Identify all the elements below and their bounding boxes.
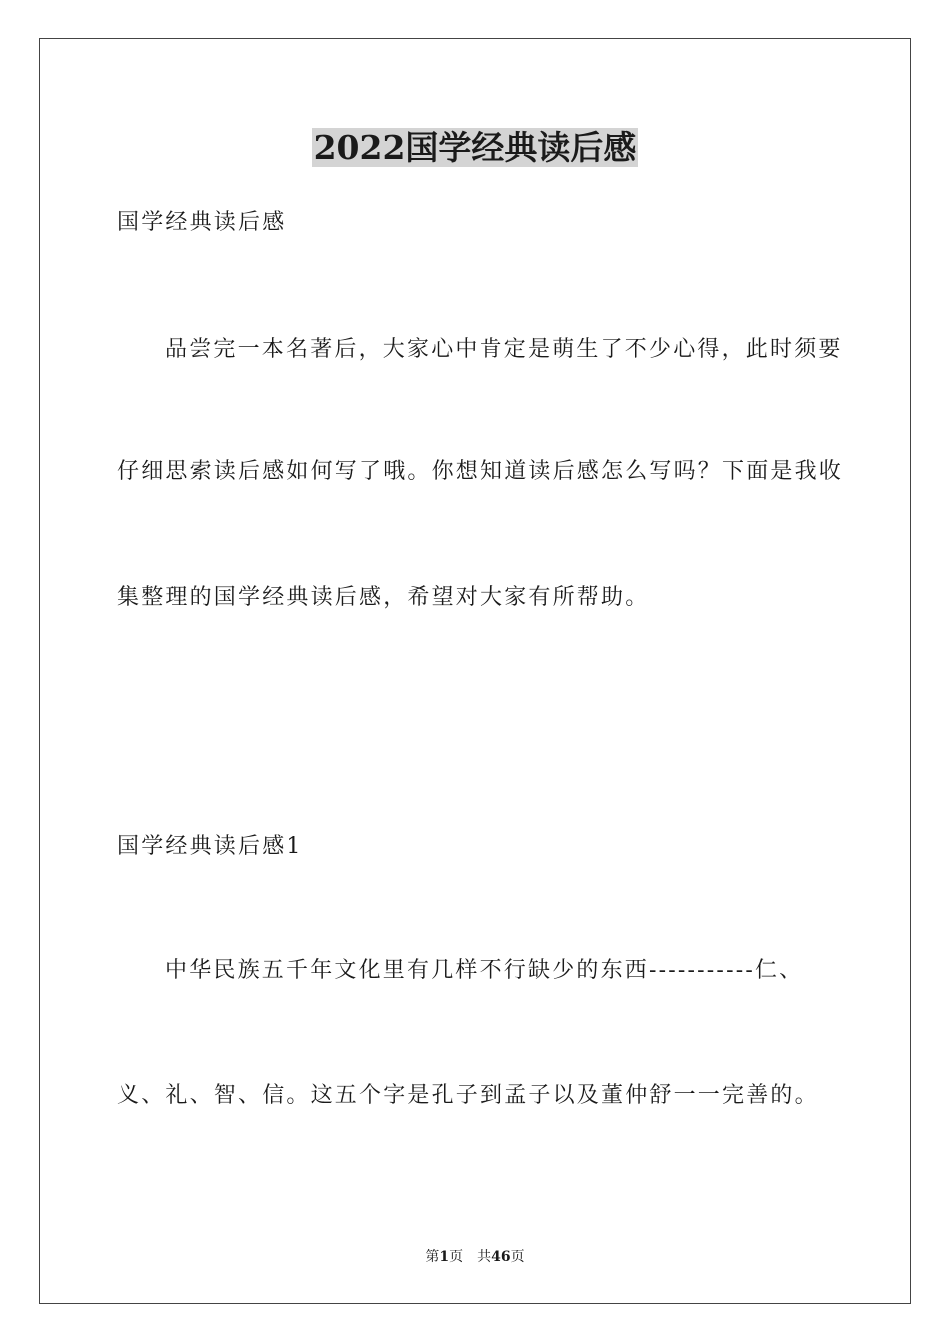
page-footer (0, 1248, 950, 1266)
intro-line-1: 品尝完一本名著后，大家心中肯定是萌生了不少心得，此时须要 (165, 337, 843, 362)
heading-main: 国学经典读后感 (117, 210, 287, 235)
document-title-text: 2022国学经典读后感 (313, 128, 637, 167)
section1-line-1: 中华民族五千年文化里有几样不行缺少的东西-----------仁、 (165, 958, 804, 983)
footer-total-suffix: 页 (510, 1249, 525, 1265)
intro-line-2: 仔细思索读后感如何写了哦。你想知道读后感怎么写吗？下面是我收 (117, 459, 844, 484)
section1-heading: 国学经典读后感1 (117, 834, 303, 859)
footer-page-total: 46 (491, 1249, 511, 1265)
document-title (0, 128, 950, 168)
footer-page-prefix: 第 (425, 1249, 440, 1265)
footer-page-current: 1 (439, 1249, 450, 1265)
footer-total-prefix: 共 (477, 1249, 492, 1265)
section1-line-2: 义、礼、智、信。这五个字是孔子到孟子以及董仲舒一一完善的。 (117, 1083, 819, 1108)
footer-page-suffix: 页 (449, 1249, 464, 1265)
intro-line-3: 集整理的国学经典读后感，希望对大家有所帮助。 (117, 585, 650, 610)
